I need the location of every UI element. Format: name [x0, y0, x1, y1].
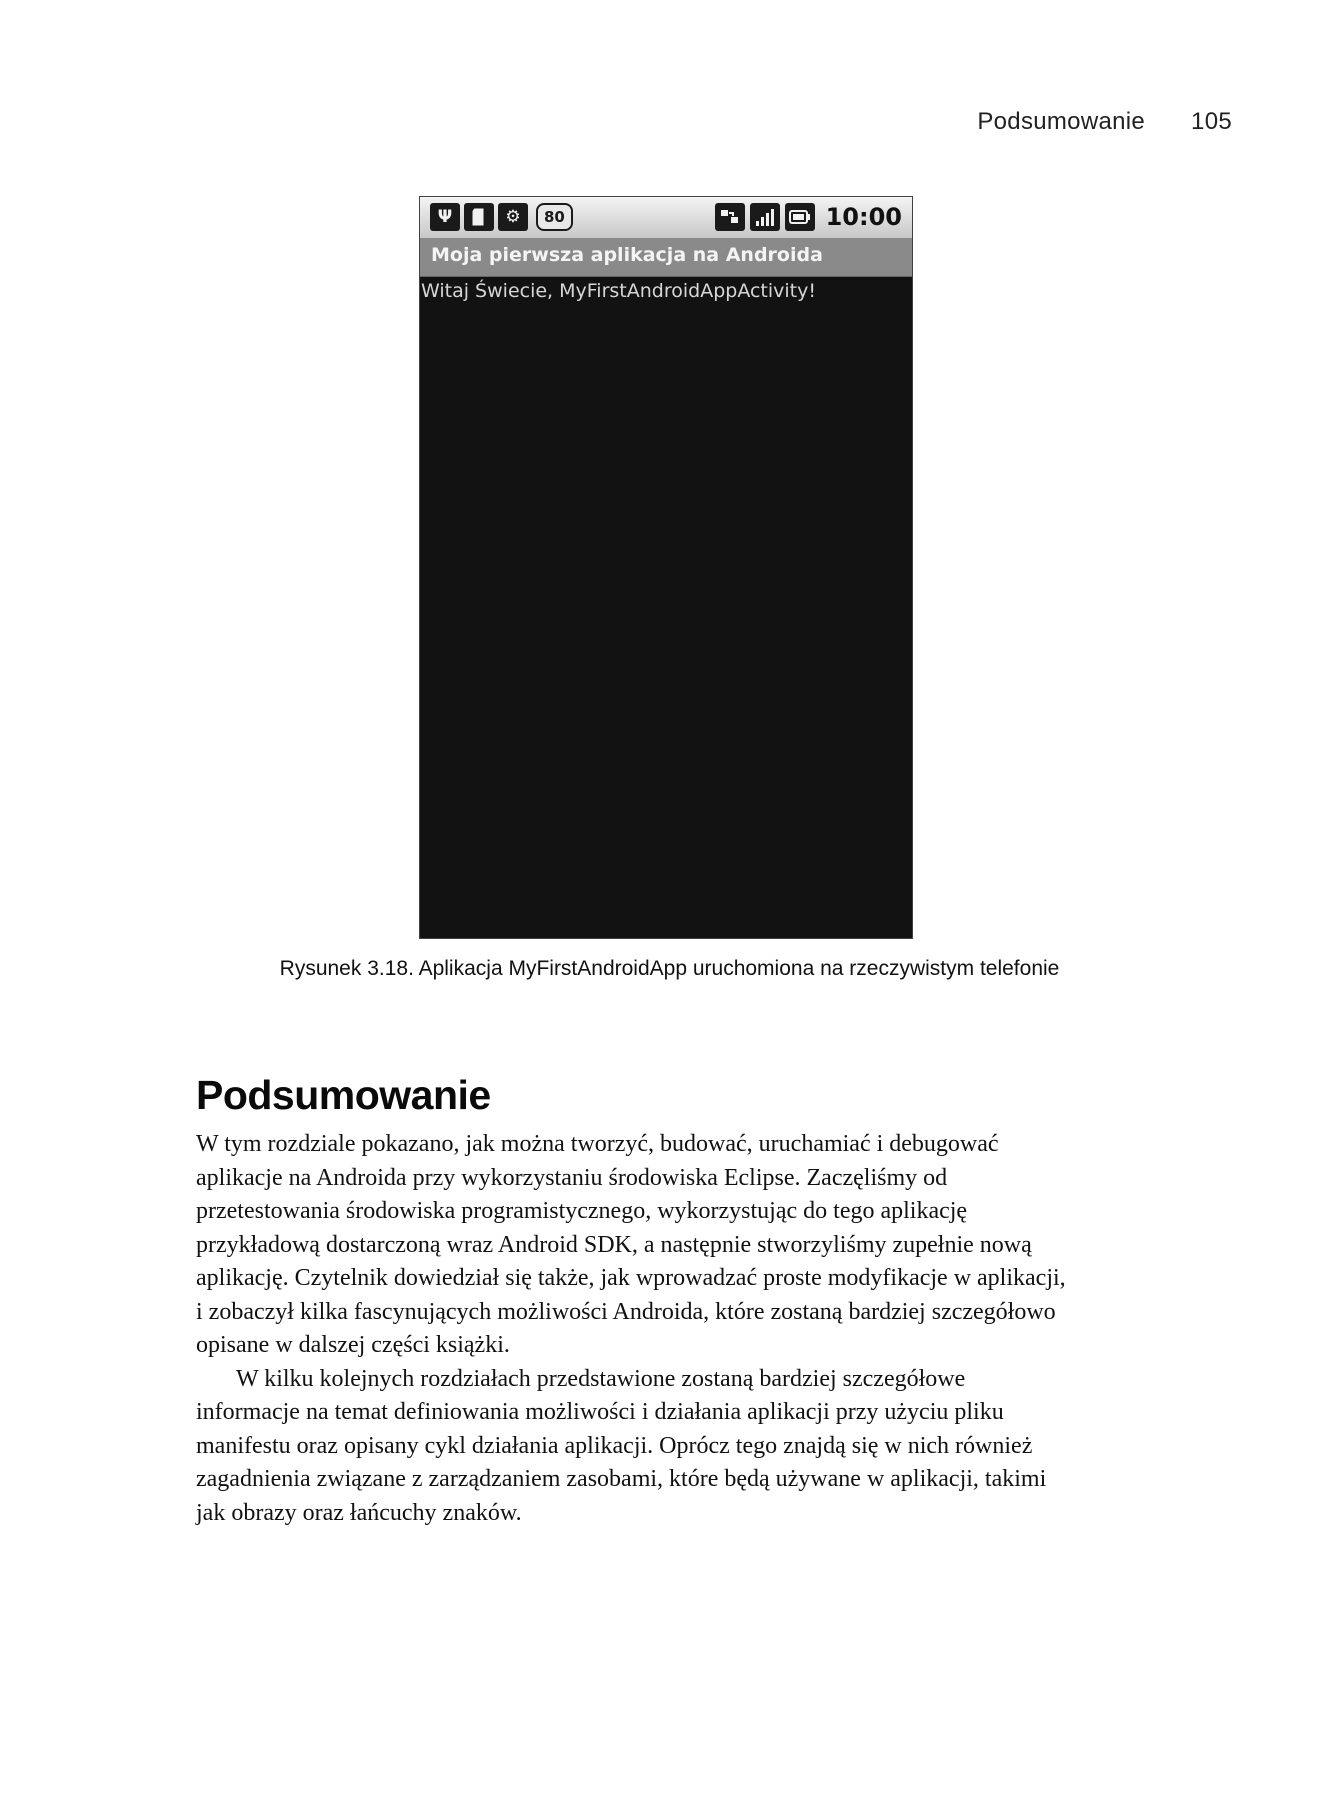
text-line: przykładową dostarczoną wraz Android SDK, a następnie stworzyliśmy zupełnie nową	[196, 1231, 1032, 1258]
running-header	[977, 108, 1232, 136]
sd-card-icon	[464, 203, 494, 231]
settings-gear-icon: ⚙	[498, 203, 528, 231]
phone-screenshot-figure	[420, 197, 912, 938]
page-number: 105	[1191, 108, 1232, 135]
paragraph	[196, 1363, 1156, 1531]
signal-strength-icon	[750, 203, 780, 231]
status-bar-right-icons	[715, 203, 902, 231]
network-data-icon	[715, 203, 745, 231]
text-line: aplikację. Czytelnik dowiedział się także, jak wprowadzać proste modyfikacje w aplikacji,	[196, 1265, 1066, 1291]
text-line: manifestu oraz opisany cykl działania aplikacji. Oprócz tego znajdą się w nich również	[196, 1432, 1033, 1459]
text-line: informacje na temat definiowania możliwości i działania aplikacji przy użyciu pliku	[196, 1399, 1004, 1425]
text-line: jak obrazy oraz łańcuchy znaków.	[196, 1499, 522, 1526]
status-bar-left-icons	[430, 203, 573, 231]
app-title-bar	[420, 238, 912, 277]
battery-icon	[785, 203, 815, 231]
text-line: przetestowania środowiska programistycznego, wykorzystując do tego aplikację	[196, 1198, 968, 1224]
body-text	[196, 1128, 1156, 1530]
text-line: aplikacje na Androida przy wykorzystaniu środowiska Eclipse. Zaczęliśmy od	[196, 1164, 948, 1191]
text-line: zagadnienia związane z zarządzaniem zasobami, które będą używane w aplikacji, takimi	[196, 1466, 1047, 1492]
text-line: W tym rozdziale pokazano, jak można tworzyć, budować, uruchamiać i debugować	[196, 1131, 999, 1157]
section-heading: Podsumowanie	[196, 1072, 491, 1118]
paragraph	[196, 1128, 1156, 1363]
text-line: i zobaczył kilka fascynujących możliwości Androida, które zostaną bardziej szczegółowo	[196, 1298, 1056, 1325]
status-bar-clock: 10:00	[825, 203, 902, 231]
text-line: W kilku kolejnych rozdziałach przedstawione zostaną bardziej szczegółowe	[236, 1365, 966, 1392]
figure-caption: Rysunek 3.18. Aplikacja MyFirstAndroidApp uruchomiona na rzeczywistym telefonie	[279, 957, 1060, 980]
hello-world-text: Witaj Świecie, MyFirstAndroidAppActivity!	[421, 280, 816, 302]
notification-count-badge: 80	[536, 203, 573, 231]
status-bar	[420, 197, 912, 239]
usb-icon: Ψ	[430, 203, 460, 231]
running-header-section: Podsumowanie	[977, 108, 1146, 135]
text-line: opisane w dalszej części książki.	[196, 1332, 510, 1358]
app-title: Moja pierwsza aplikacja na Androida	[431, 244, 823, 266]
